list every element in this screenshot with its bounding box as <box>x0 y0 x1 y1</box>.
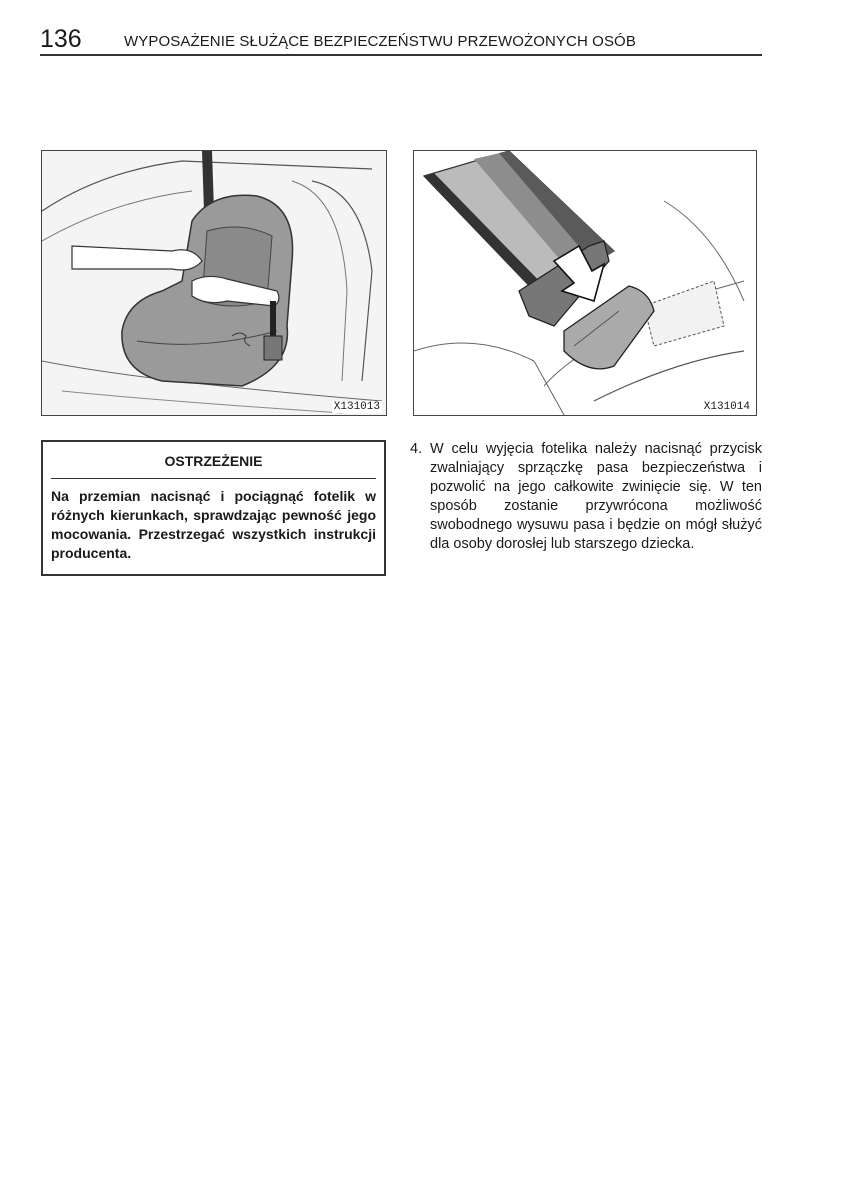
step-text: W celu wyjęcia fotelika należy nacisnąć przycisk zwalniający sprzączkę pasa bezpieczeństwa i pozwolić na jego całkowite zwinięcie się. W ten sposób zostanie przywrócona możliwość swobodnego wysuwu pasa i będzie on mógł służyć dla osoby dorosłej lub starszego dziecka. <box>430 441 762 552</box>
page-number: 136 <box>40 25 82 53</box>
child-seat-illustration <box>42 151 386 415</box>
warning-divider <box>51 478 376 479</box>
figure-code: X131013 <box>333 401 380 413</box>
warning-text: Na przemian nacisnąć i pociągnąć fotelik w różnych kierunkach, sprawdzając pewność jego mocowania. Przestrzegać wszystkich instrukcji producenta. <box>51 488 376 561</box>
step-number: 4. <box>410 441 423 457</box>
warning-title: OSTRZEŻENIE <box>164 453 263 469</box>
figure-buckle-release <box>413 150 757 416</box>
figure-child-seat <box>41 150 387 416</box>
warning-box <box>41 440 386 576</box>
buckle-illustration <box>414 151 756 415</box>
page-header <box>40 26 762 56</box>
instruction-step <box>410 440 762 554</box>
section-title: WYPOSAŻENIE SŁUŻĄCE BEZPIECZEŃSTWU PRZEWOŻONYCH OSÓB <box>124 33 636 50</box>
figure-code: X131014 <box>703 401 750 413</box>
